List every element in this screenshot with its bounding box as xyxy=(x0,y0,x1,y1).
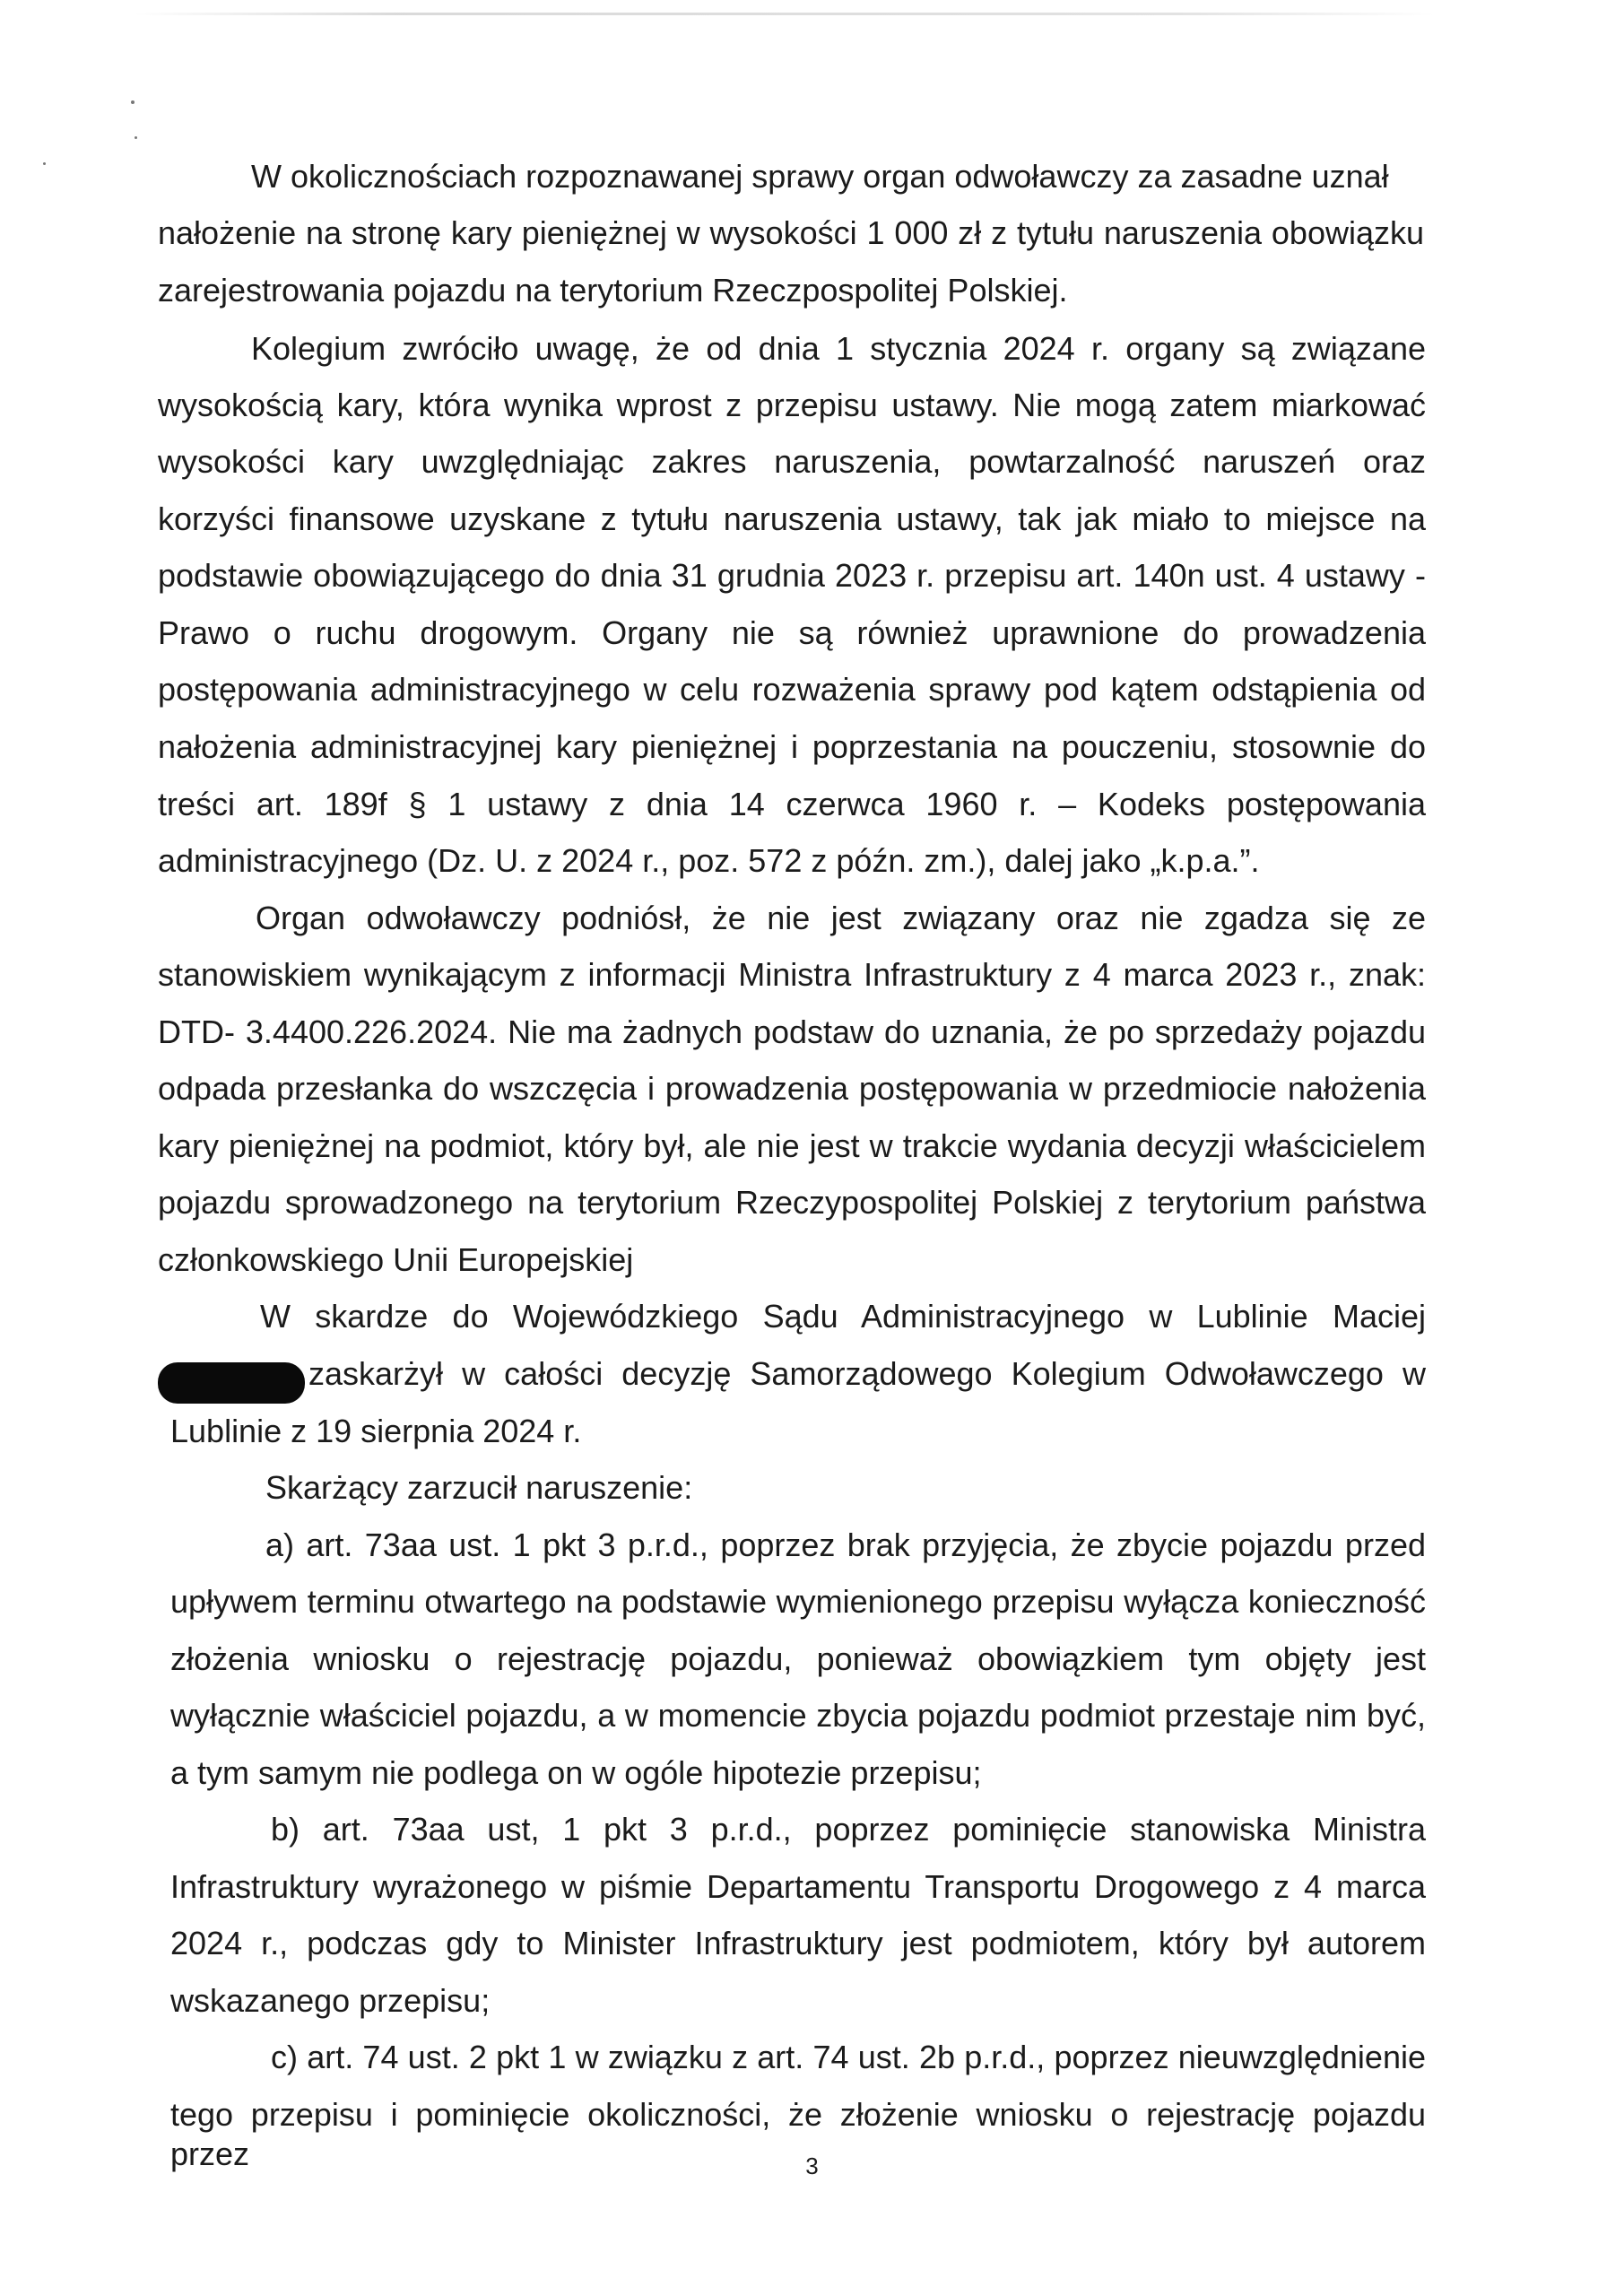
text-line: nałożenie na stronę kary pieniężnej w wysokości 1 000 zł z tytułu naruszenia obowiązku xyxy=(158,214,1424,251)
text-line: Kolegium zwróciło uwagę, że od dnia 1 stycznia 2024 r. organy są związane xyxy=(251,330,1426,367)
text-line: postępowania administracyjnego w celu rozważenia sprawy pod kątem odstąpienia od xyxy=(158,671,1426,708)
text-line: odpada przesłanka do wszczęcia i prowadzenia postępowania w przedmiocie nałożenia xyxy=(158,1070,1426,1107)
text-line: administracyjnego (Dz. U. z 2024 r., poz. 572 z późn. zm.), dalej jako „k.p.a.”. xyxy=(158,842,1260,879)
text-line: korzyści finansowe uzyskane z tytułu naruszenia ustawy, tak jak miało to miejsce na xyxy=(158,500,1426,537)
text-line: W skardze do Wojewódzkiego Sądu Administracyjnego w Lublinie Maciej xyxy=(260,1298,1426,1335)
text-line: Infrastruktury wyrażonego w piśmie Departamentu Transportu Drogowego z 4 marca xyxy=(170,1868,1426,1905)
text-line: DTD- 3.4400.226.2024. Nie ma żadnych podstaw do uznania, że po sprzedaży pojazdu xyxy=(158,1013,1426,1050)
text-line: pojazdu sprowadzonego na terytorium Rzeczypospolitej Polskiej z terytorium państwa xyxy=(158,1184,1426,1221)
text-line: Skarżący zarzucił naruszenie: xyxy=(265,1469,693,1506)
text-line: Lublinie z 19 sierpnia 2024 r. xyxy=(170,1413,582,1449)
text-line: wyłącznie właściciel pojazdu, a w momencie zbycia pojazdu podmiot przestaje nim być, xyxy=(170,1697,1426,1734)
text-line: c) art. 74 ust. 2 pkt 1 w związku z art. 74 ust. 2b p.r.d., poprzez nieuwzględnienie xyxy=(271,2039,1426,2075)
scan-edge-line xyxy=(135,13,1435,15)
text-line: zarejestrowania pojazdu na terytorium Rzeczpospolitej Polskiej. xyxy=(158,272,1068,309)
text-line: podstawie obowiązującego do dnia 31 grudnia 2023 r. przepisu art. 140n ust. 4 ustawy - xyxy=(158,557,1426,594)
text-line: a) art. 73aa ust. 1 pkt 3 p.r.d., poprzez brak przyjęcia, że zbycie pojazdu przed xyxy=(265,1526,1426,1563)
text-line: W okolicznościach rozpoznawanej sprawy organ odwoławczy za zasadne uznał xyxy=(251,158,1389,195)
page-number: 3 xyxy=(805,2152,819,2179)
redaction-mark xyxy=(158,1362,305,1404)
text-line: b) art. 73aa ust, 1 pkt 3 p.r.d., poprzez pominięcie stanowiska Ministra xyxy=(271,1811,1426,1848)
text-line: kary pieniężnej na podmiot, który był, ale nie jest w trakcie wydania decyzji właścicielem xyxy=(158,1127,1426,1164)
scan-speck xyxy=(135,136,137,139)
text-line: wysokości kary uwzględniając zakres naruszenia, powtarzalność naruszeń oraz xyxy=(158,443,1426,480)
text-line: Prawo o ruchu drogowym. Organy nie są również uprawnione do prowadzenia xyxy=(158,614,1426,651)
text-line: Organ odwoławczy podniósł, że nie jest związany oraz nie zgadza się ze xyxy=(256,900,1426,936)
text-line: wysokością kary, która wynika wprost z przepisu ustawy. Nie mogą zatem miarkować xyxy=(158,387,1426,423)
text-line: zaskarżył w całości decyzję Samorządowego Kolegium Odwoławczego w xyxy=(308,1355,1426,1392)
text-line: nałożenia administracyjnej kary pieniężnej i poprzestania na pouczeniu, stosownie do xyxy=(158,728,1426,765)
text-line: treści art. 189f § 1 ustawy z dnia 14 czerwca 1960 r. – Kodeks postępowania xyxy=(158,786,1426,822)
text-line: a tym samym nie podlega on w ogóle hipotezie przepisu; xyxy=(170,1754,982,1791)
scan-speck xyxy=(43,162,46,165)
text-line: 2024 r., podczas gdy to Minister Infrastruktury jest podmiotem, który był autorem xyxy=(170,1925,1426,1961)
scan-speck xyxy=(131,100,135,104)
text-line: upływem terminu otwartego na podstawie wymienionego przepisu wyłącza konieczność xyxy=(170,1583,1426,1620)
text-line: złożenia wniosku o rejestrację pojazdu, ponieważ obowiązkiem tym objęty jest xyxy=(170,1640,1426,1677)
text-line: tego przepisu i pominięcie okoliczności, że złożenie wniosku o rejestrację pojazdu przez xyxy=(170,2096,1426,2172)
text-line: stanowiskiem wynikającym z informacji Ministra Infrastruktury z 4 marca 2023 r., znak: xyxy=(158,956,1426,993)
text-line: wskazanego przepisu; xyxy=(170,1982,491,2019)
text-line: członkowskiego Unii Europejskiej xyxy=(158,1241,634,1278)
